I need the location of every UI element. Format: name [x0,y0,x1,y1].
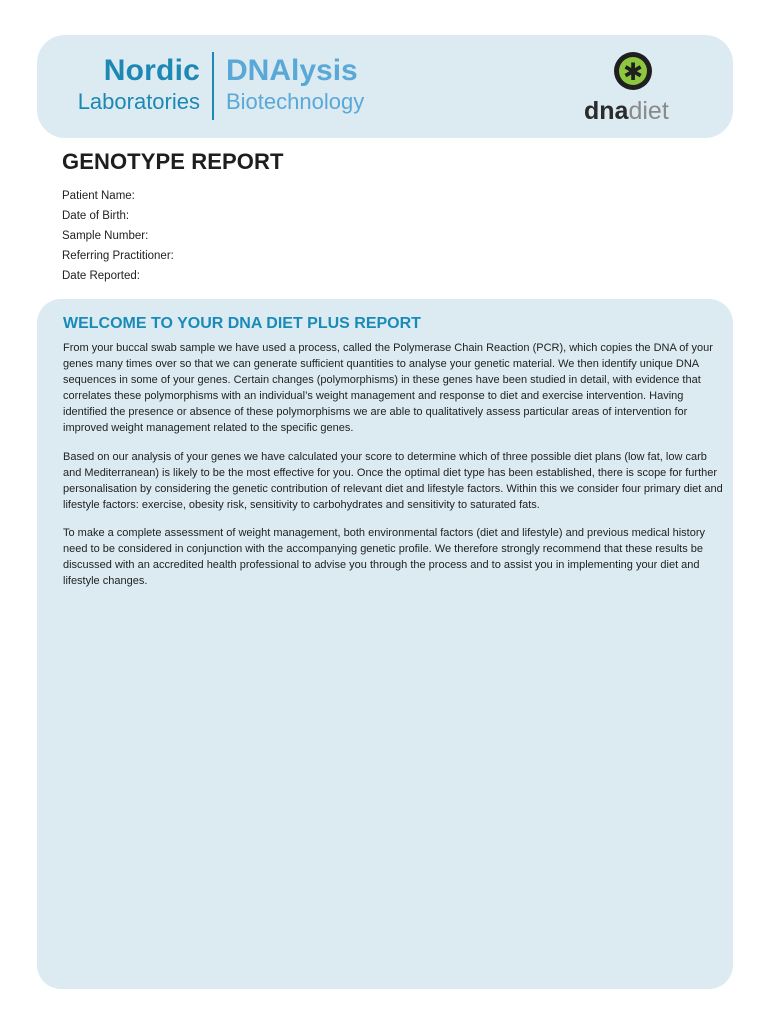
date-reported-label: Date Reported: [62,270,140,282]
brand-dnalysis: DNAlysis [226,54,358,87]
page-title: GENOTYPE REPORT [62,149,284,174]
welcome-body [63,340,723,601]
logo-dna-text: dna [584,97,629,125]
welcome-heading: WELCOME TO YOUR DNA DIET PLUS REPORT [63,315,421,332]
logo-diet-text: diet [628,97,669,125]
dna-diet-logo [584,96,669,126]
patient-name-label: Patient Name: [62,190,135,202]
brand-nordic: Nordic [103,54,200,87]
brand-biotechnology: Biotechnology [226,89,365,114]
welcome-paragraph: Based on our analysis of your genes we have calculated your score to determine which of three possible diet plans (low fat, low carb and Mediterranean) is likely to be the most effective for you. Once the optimal diet type has been established, there is scope for further personalisation by considering the genetic contribution of relevant diet and lifestyle factors. Within this we consider four primary diet and lifestyle factors: exercise, obesity risk, sensitivity to carbohydrates and sensitivity to saturated fats. [63,450,723,511]
patient-fields [62,186,174,286]
brand-divider [212,52,214,120]
brand-laboratories: Laboratories [77,89,200,114]
date-of-birth-label: Date of Birth: [62,210,130,222]
sample-number-label: Sample Number: [62,230,149,242]
asterisk-circle-icon: ✱ [614,52,652,90]
referring-practitioner-label: Referring Practitioner: [62,250,174,262]
welcome-paragraph: To make a complete assessment of weight management, both environmental factors (diet and lifestyle) and previous medical history need to be considered in conjunction with the accompanying genetic profile. We therefore strongly recommend that these results be discussed with an accredited health professional to advise you through the process and to assist you in implementing your diet and lifestyle changes. [63,526,705,588]
welcome-paragraph: From your buccal swab sample we have used a process, called the Polymerase Chain Reaction (PCR), which copies the DNA of your genes many times over so that we can generate sufficient quantities to analyse your genetic material. We then identify unique DNA sequences in some of your genes. Certain changes (polymorphisms) in these genes have been studied in detail, with evidence that correlates these polymorphisms with an individual’s weight management and response to diet and exercise intervention. Having identified the presence or absence of these polymorphisms we are able to qualitatively assess particular areas of intervention for improved weight management related to the specific genes. [63,342,713,435]
